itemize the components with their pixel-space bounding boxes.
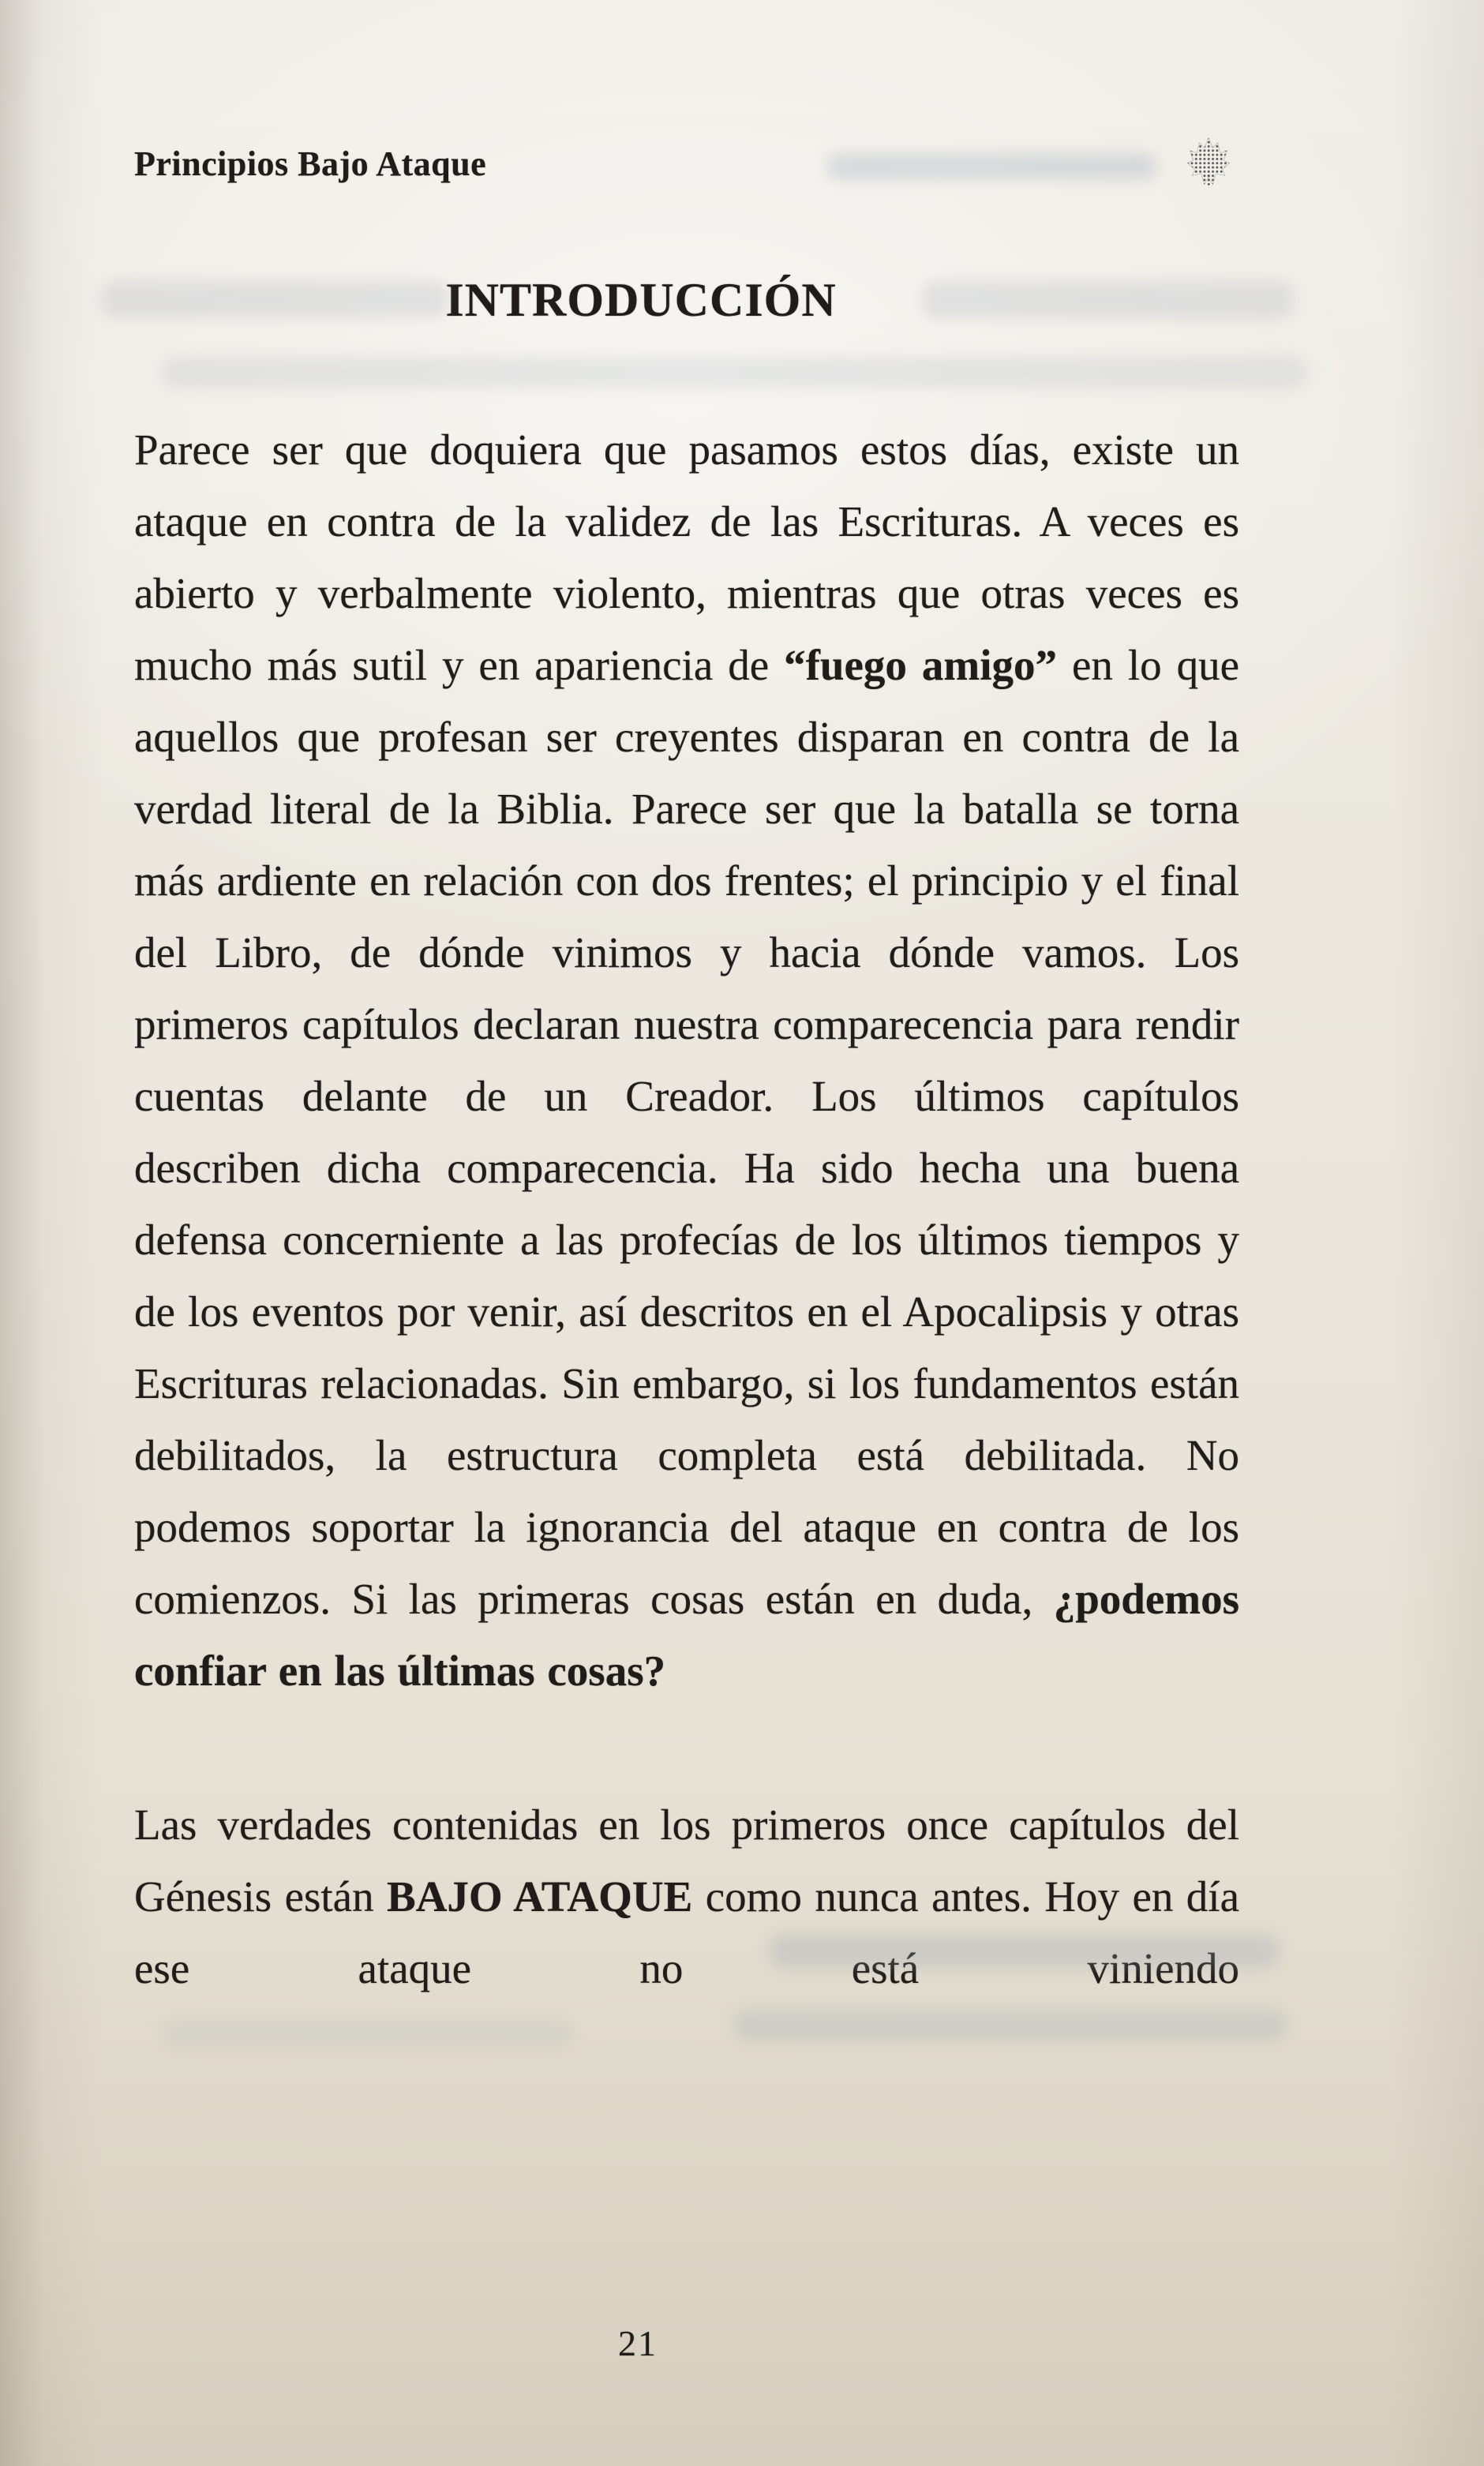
- chapter-heading: INTRODUCCIÓN: [445, 274, 837, 326]
- text-run: Las verdades contenidas en los primeros once capítulos del Génesis están: [134, 1801, 1239, 1921]
- bold-run: BAJO ATAQUE: [387, 1872, 693, 1921]
- maple-leaf-ornament-icon: [1186, 136, 1231, 189]
- running-header: Principios Bajo Ataque: [134, 144, 487, 183]
- paragraph: [134, 1789, 1239, 2004]
- bleed-through-smudge: [162, 2021, 572, 2048]
- text-run: como nunca antes. Hoy en día ese ataque no está viniendo: [134, 1872, 1239, 1992]
- page-number: 21: [618, 2323, 658, 2363]
- bleed-through-smudge: [734, 2010, 1287, 2041]
- bold-run: “fuego amigo”: [784, 641, 1057, 689]
- text-run: en lo que aquellos que profesan ser creyentes disparan en contra de la verdad literal de la Biblia. Parece ser que la batalla se torna más ardiente en relación con dos frentes; el principio y el final del Libro, de dónde vinimos y hacia dónde vamos. Los primeros capítulos declaran nuestra comparecencia para rendir cuentas delante de un Creador. Los últimos capítulos describen dicha comparecencia. Ha sido hecha una buena defensa concerniente a las profecías de los últimos tiempos y de los eventos por venir, así descritos en el Apocalipsis y otras Escrituras relacionadas. Sin embargo, si los fundamentos están debilitados, la estructura completa está debilitada. No podemos soportar la ignorancia del ataque en contra de los comienzos. Si las primeras cosas están en duda,: [134, 641, 1239, 1623]
- body-text: [134, 414, 1239, 2004]
- bleed-through-smudge: [162, 357, 1306, 388]
- paragraph: [134, 414, 1239, 1707]
- bold-run: ¿podemos confiar en las últimas cosas?: [134, 1575, 1239, 1695]
- text-run: Parece ser que doquiera que pasamos estos días, existe un ataque en contra de la validez de las Escrituras. A veces es abierto y verbalmente violento, mientras que otras veces es mucho más sutil y en apariencia de: [134, 425, 1239, 689]
- bleed-through-smudge: [826, 153, 1157, 180]
